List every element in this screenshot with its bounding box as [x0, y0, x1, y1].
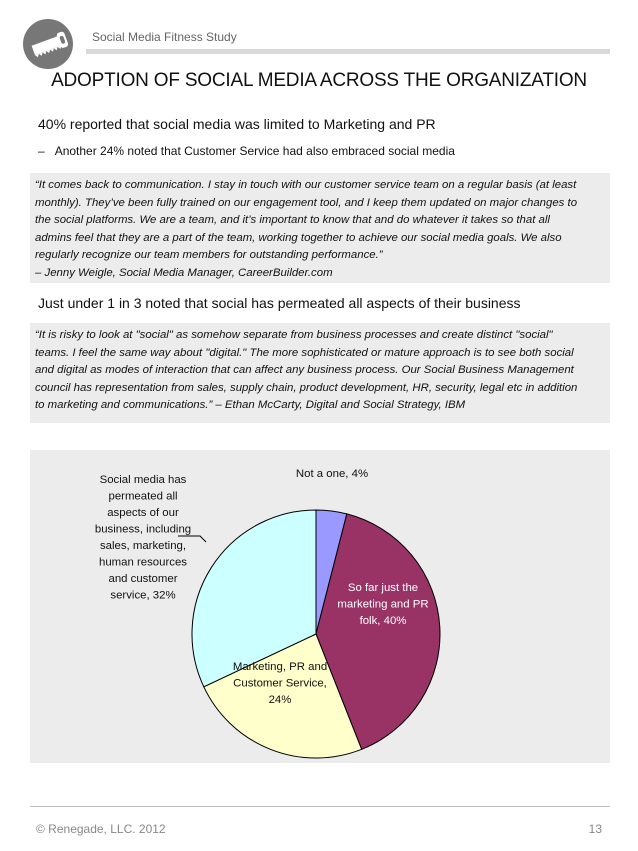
- pie-label-line: marketing and PR: [337, 598, 429, 611]
- quote-line: regularly recognize our team members for outstanding performance.”: [35, 249, 383, 261]
- page-title: ADOPTION OF SOCIAL MEDIA ACROSS THE ORGANIZATION: [51, 70, 587, 91]
- quote-line: “It is risky to look at "social" as somehow separate from business processes and create distinct "social": [35, 329, 553, 341]
- quote-attribution: – Jenny Weigle, Social Media Manager, CareerBuilder.com: [35, 266, 333, 279]
- copyright: © Renegade, LLC. 2012: [36, 822, 166, 836]
- pie-label-line: permeated all: [108, 490, 178, 503]
- pie-label-4: [95, 474, 191, 602]
- pie-label-line: sales, marketing,: [99, 540, 187, 552]
- pie-label-line: and customer: [108, 573, 178, 585]
- sub-bullet-text: Another 24% noted that Customer Service had also embraced social media: [54, 144, 455, 158]
- quote-box-mccarty: [30, 323, 610, 423]
- sub-bullet-point-1: [38, 144, 455, 158]
- quote-line: “It comes back to communication. I stay in touch with our customer service team on a regular basis (at least: [35, 179, 577, 191]
- sub-bullet-dash: –: [38, 144, 45, 158]
- header-rule: [86, 49, 610, 54]
- bullet-point-2: Just under 1 in 3 noted that social has permeated all aspects of their business: [38, 295, 521, 311]
- quote-line: admins feel that they are a part of the team, working together to achieve our social media goals. We also: [35, 231, 562, 244]
- pie-label-line: 24%: [268, 694, 292, 706]
- pie-label-line: Marketing, PR and: [232, 661, 328, 673]
- pie-label-line: human resources: [98, 556, 188, 569]
- pie-chart-panel: [30, 450, 610, 763]
- pie-label-line: Not a one, 4%: [295, 468, 369, 480]
- footer-rule: [30, 806, 610, 807]
- bullet-point-1: 40% reported that social media was limited to Marketing and PR: [38, 116, 436, 132]
- pie-label-line: service, 32%: [110, 589, 176, 602]
- quote-line: monthly). They’ve been fully trained on our engagement tool, and I keep them updated on major changes to: [35, 196, 578, 209]
- quote-line: council has representation from sales, supply chain, product development, HR, security, legal etc in addition: [35, 381, 578, 394]
- quote-line: to marketing and communications.” – Ethan McCarty, Digital and Social Strategy, IBM: [35, 399, 466, 411]
- pie-label-line: aspects of our: [107, 507, 179, 519]
- page-number: 13: [588, 822, 602, 836]
- pie-label-line: business, including: [94, 523, 192, 536]
- study-title: Social Media Fitness Study: [92, 30, 237, 44]
- quote-box-weigle: [30, 173, 610, 283]
- quote-line: teams. I feel the same way about "digital." The more sophisticated or mature approach is to see both social: [35, 346, 574, 359]
- saw-icon: [22, 18, 74, 70]
- quote-line: and digital as modes of interaction that can affect any business process. Our Social Business Management: [35, 364, 574, 376]
- pie-label-line: So far just the: [347, 582, 419, 594]
- pie-label-line: folk, 40%: [359, 615, 407, 627]
- pie-label-line: Social media has: [99, 474, 187, 486]
- quote-line: the social platforms. We are a team, and it’s important to know that and do whatever it takes so that all: [35, 214, 550, 226]
- pie-chart: [30, 450, 610, 763]
- pie-label-line: Customer Service,: [233, 677, 327, 690]
- pie-label-1: [296, 468, 368, 480]
